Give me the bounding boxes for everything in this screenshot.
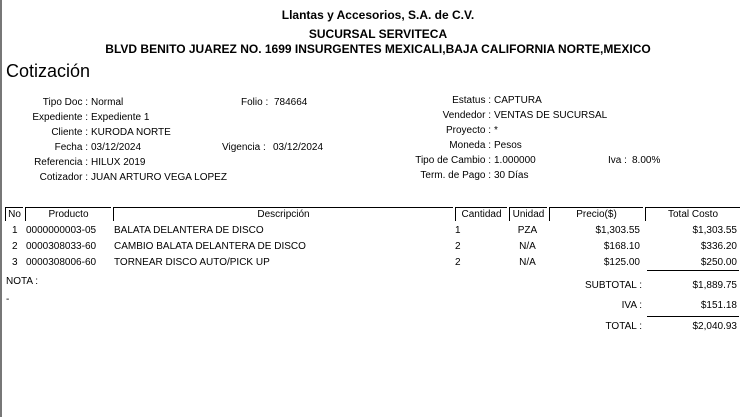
proyecto-label: Proyecto : [445,125,491,136]
folio-value: 784664 [274,97,308,108]
row-producto: 0000308033-60 [26,241,97,252]
branch-name: SUCURSAL SERVITECA [308,27,448,41]
row-total: $1,303.55 [692,225,737,236]
fecha-label: Fecha : [54,142,88,153]
tipo-doc-value: Normal [91,97,124,108]
referencia-label: Referencia : [34,157,88,168]
iva-value: $151.18 [700,300,737,311]
col-header-no: No [5,207,23,221]
col-header-producto: Producto [25,207,111,221]
cliente-label: Cliente : [51,127,88,138]
fecha-value: 03/12/2024 [91,142,142,153]
row-no: 3 [12,257,18,268]
term-pago-label: Term. de Pago : [420,170,491,181]
referencia-value: HILUX 2019 [91,157,146,168]
tipo-doc-label: Tipo Doc : [42,97,88,108]
total-label: TOTAL : [605,321,642,332]
row-no: 2 [12,241,18,252]
row-unidad: PZA [517,225,538,236]
row-precio: $125.00 [603,257,640,268]
folio-label: Folio : [241,97,269,108]
vigencia-label: Vigencia : [222,142,266,153]
col-header-cantidad: Cantidad [455,207,507,221]
vendedor-label: Vendedor : [442,110,491,121]
vendedor-value: VENTAS DE SUCURSAL [494,110,608,121]
row-precio: $168.10 [603,241,640,252]
estatus-label: Estatus : [452,95,491,106]
expediente-label: Expediente : [32,112,88,123]
nota-value: - [6,294,10,305]
row-descripcion: TORNEAR DISCO AUTO/PICK UP [114,257,270,268]
row-producto: 0000308006-60 [26,257,97,268]
left-border [0,0,2,417]
col-header-unidad: Unidad [509,207,547,221]
row-cantidad: 2 [455,257,461,268]
moneda-label: Moneda : [449,140,491,151]
iva-label: IVA : [621,300,642,311]
tipo-cambio-label: Tipo de Cambio : [415,155,491,166]
company-name: Llantas y Accesorios, S.A. de C.V. [281,8,475,22]
row-unidad: N/A [519,241,536,252]
vigencia-value: 03/12/2024 [273,142,324,153]
total-rule [647,316,739,317]
row-cantidad: 2 [455,241,461,252]
cotizador-label: Cotizador : [39,172,88,183]
proyecto-value: * [494,125,498,136]
term-pago-value: 30 Días [494,170,529,181]
cotizador-value: JUAN ARTURO VEGA LOPEZ [91,172,227,183]
row-descripcion: CAMBIO BALATA DELANTERA DE DISCO [114,241,306,252]
col-header-descripcion: Descripción [113,207,453,221]
col-header-total: Total Costo [645,207,740,221]
subtotal-rule [647,270,739,271]
row-total: $250.00 [700,257,737,268]
row-descripcion: BALATA DELANTERA DE DISCO [114,225,264,236]
col-header-precio: Precio($) [549,207,643,221]
estatus-value: CAPTURA [494,95,542,106]
row-producto: 0000000003-05 [26,225,97,236]
branch-address: BLVD BENITO JUAREZ NO. 1699 INSURGENTES MEXICALI,BAJA CALIFORNIA NORTE,MEXICO [105,42,651,56]
row-cantidad: 1 [455,225,461,236]
row-unidad: N/A [519,257,536,268]
document-title: Cotización [6,61,91,81]
subtotal-value: $1,889.75 [692,280,737,291]
expediente-value: Expediente 1 [91,112,150,123]
iva-rate-label: Iva : [608,155,627,166]
nota-label: NOTA : [6,276,39,287]
subtotal-label: SUBTOTAL : [584,280,642,291]
moneda-value: Pesos [494,140,522,151]
cliente-value: KURODA NORTE [91,127,171,138]
row-total: $336.20 [700,241,737,252]
tipo-cambio-value: 1.000000 [494,155,536,166]
row-no: 1 [12,225,18,236]
iva-rate-value: 8.00% [632,155,661,166]
total-value: $2,040.93 [692,321,737,332]
row-precio: $1,303.55 [595,225,640,236]
